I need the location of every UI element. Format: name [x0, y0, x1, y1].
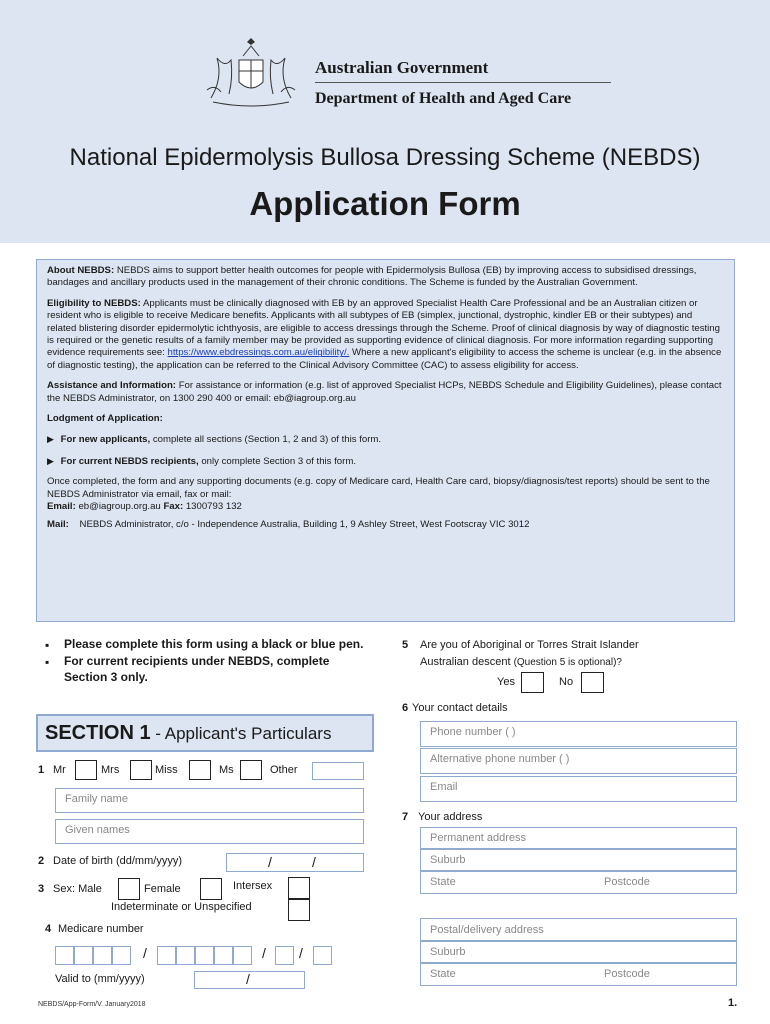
question-5-number: 5	[402, 639, 409, 651]
form-title: Application Form	[249, 185, 521, 222]
sex-intersex-label: Intersex	[233, 880, 273, 892]
sex-indeterminate-label: Indeterminate or Unspecified	[111, 901, 252, 913]
new-applicants-text: complete all sections (Section 1, 2 and 3) of this form.	[152, 434, 382, 446]
info-box	[36, 259, 735, 622]
q5-optional-note: (Question 5 is optional)?	[513, 657, 622, 668]
instruction-text: For current recipients under NEBDS, complete Section 3 only.	[64, 654, 330, 684]
eligibility-link[interactable]: https://www.ebdressings.com.au/eligibility/.	[167, 347, 350, 359]
once-completed-paragraph	[47, 476, 724, 513]
header-banner	[0, 0, 770, 243]
postal-state-postcode-row[interactable]	[420, 963, 737, 986]
sex-female-checkbox[interactable]	[200, 878, 222, 900]
q5-yes-label: Yes	[497, 676, 515, 688]
q5-no-label: No	[559, 676, 574, 688]
eligibility-text: Applicants must be clinically diagnosed with EB by an approved Specialist Health Care Professional and be an Australian citizen or resident who is eligible to receive Medicare benefits. Applicants with all subtypes of EB (simplex, junctional, dystrophic, kindler EB or their subtypes) and related blistering disorder epidermolytic ichthyosis, are eligible to access dressings through the Scheme. Proof of clinical diagnosis by way of diagnostic testing is required or the genetic results of a family member may be provided as supporting evidence of clinical diagnosis. For more information regarding supporting evidence requirements see:	[47, 297, 720, 359]
once-completed-text: Once completed, the form and any supporting documents (e.g. copy of Medicare card, Health Care card, biopsy/diagnosis/test reports) should be sent to the NEBDS Administrator via email, fax or mail:	[47, 476, 710, 500]
permanent-suburb-input[interactable]: Suburb	[420, 849, 737, 871]
state-label: State	[430, 876, 456, 888]
title-mr-checkbox[interactable]	[75, 760, 97, 780]
form-code: NEBDS/App-Form/V. January2018	[38, 1001, 146, 1008]
square-bullet-icon: ▪	[45, 638, 50, 652]
family-name-input[interactable]: Family name	[55, 788, 364, 813]
question-3-number: 3	[38, 883, 45, 895]
medicare-suffix-box[interactable]	[313, 946, 332, 965]
question-6-number: 6	[402, 702, 409, 714]
state-label: State	[430, 968, 456, 980]
eligibility-paragraph	[47, 298, 724, 372]
title-mr-label: Mr	[53, 764, 66, 776]
question-7-number: 7	[402, 811, 409, 823]
lodgment-label: Lodgment of Application:	[47, 413, 163, 425]
q6-label: Your contact details	[412, 702, 508, 714]
current-recipients-text: only complete Section 3 of this form.	[201, 455, 356, 467]
title-other-label: Other	[270, 764, 298, 776]
question-4-number: 4	[45, 923, 52, 935]
government-title-block	[315, 58, 611, 108]
sex-female-label: Female	[144, 883, 181, 895]
new-applicants-label: For new applicants,	[60, 434, 151, 446]
government-name: Australian Government	[315, 58, 611, 83]
postal-address-input[interactable]: Postal/delivery address	[420, 918, 737, 941]
email-value: eb@iagroup.org.au	[78, 501, 161, 513]
question-1-number: 1	[38, 764, 45, 776]
dob-separator: /	[312, 854, 316, 870]
dob-input[interactable]	[226, 853, 364, 872]
medicare-separator: /	[262, 945, 266, 961]
current-recipients-item	[47, 455, 724, 468]
medicare-digit-box[interactable]	[112, 946, 131, 965]
dob-separator: /	[268, 854, 272, 870]
scheme-title: National Epidermolysis Bullosa Dressing Scheme (NEBDS)	[69, 144, 701, 171]
postal-suburb-input[interactable]: Suburb	[420, 941, 737, 963]
title-miss-label: Miss	[155, 764, 178, 776]
q5-line-2	[420, 656, 622, 668]
title-miss-checkbox[interactable]	[189, 760, 211, 780]
postcode-label: Postcode	[604, 876, 650, 888]
new-applicants-item	[47, 433, 724, 446]
mail-value: NEBDS Administrator, c/o - Independence Australia, Building 1, 9 Ashley Street, West Footscray VIC 3012	[79, 518, 530, 530]
section-1-title: - Applicant's Particulars	[150, 724, 332, 743]
title-other-input[interactable]	[312, 762, 364, 780]
q5-no-checkbox[interactable]	[581, 672, 604, 693]
title-ms-label: Ms	[219, 764, 234, 776]
medicare-digit-box[interactable]	[55, 946, 74, 965]
question-2-number: 2	[38, 855, 45, 867]
valid-to-label: Valid to (mm/yyyy)	[55, 973, 145, 985]
assistance-label: Assistance and Information:	[47, 380, 177, 392]
page-number: 1.	[728, 997, 738, 1009]
instructions-list	[45, 636, 365, 686]
q5-descent-text: Australian descent	[420, 656, 511, 668]
title-mrs-checkbox[interactable]	[130, 760, 152, 780]
coat-of-arms-icon	[203, 38, 299, 110]
email-input[interactable]: Email	[420, 776, 737, 802]
medicare-label: Medicare number	[58, 923, 144, 935]
instruction-text: Please complete this form using a black or blue pen.	[64, 637, 364, 651]
medicare-digit-box[interactable]	[93, 946, 112, 965]
title-ms-checkbox[interactable]	[240, 760, 262, 780]
permanent-address-input[interactable]: Permanent address	[420, 827, 737, 849]
about-label: About NEBDS:	[47, 265, 115, 276]
about-paragraph	[47, 265, 724, 290]
fax-value: 1300793 132	[185, 501, 242, 513]
department-name: Department of Health and Aged Care	[315, 90, 572, 107]
valid-to-separator: /	[246, 971, 250, 987]
medicare-irn-box[interactable]	[275, 946, 294, 965]
about-text: NEBDS aims to support better health outcomes for people with Epidermolysis Bullosa (EB) by improving access to subsidised dressings, bandages and ancillary products used in the management of their chronic conditions. The Scheme is funded by the Australian Government.	[47, 265, 697, 289]
alt-phone-input[interactable]: Alternative phone number ( )	[420, 748, 737, 774]
dob-label: Date of birth (dd/mm/yyyy)	[53, 855, 182, 867]
mail-label: Mail:	[47, 518, 69, 530]
current-recipients-label: For current NEBDS recipients,	[60, 455, 199, 467]
lodgment-heading	[47, 413, 724, 425]
triangle-bullet-icon: ▶	[47, 455, 54, 466]
medicare-digit-box[interactable]	[233, 946, 252, 965]
eligibility-label: Eligibility to NEBDS:	[47, 297, 141, 309]
sex-intersex-checkbox[interactable]	[288, 877, 310, 899]
medicare-digit-box[interactable]	[74, 946, 93, 965]
medicare-digit-box[interactable]	[157, 946, 176, 965]
assistance-text: For assistance or information (e.g. list of approved Specialist HCPs, NEBDS Schedule and Eligibility Guidelines), please contact the NEBDS Administrator, on 1300 290 400 or email: eb@iagroup.org.au	[47, 380, 722, 404]
mail-paragraph	[47, 519, 724, 531]
medicare-separator: /	[143, 945, 147, 961]
medicare-digit-box[interactable]	[214, 946, 233, 965]
q5-yes-checkbox[interactable]	[521, 672, 544, 693]
sex-male-checkbox[interactable]	[118, 878, 140, 900]
postcode-label: Postcode	[604, 968, 650, 980]
phone-input[interactable]: Phone number ( )	[420, 721, 737, 747]
medicare-separator: /	[299, 945, 303, 961]
eligibility-text-2: Where a new applicant's eligibility to access the scheme is unclear (e.g. in the absence of diagnostic testing), the application can be referred to the Clinical Advisory Committee (CAC) to assess eligibility for access.	[47, 347, 722, 371]
email-label: Email:	[47, 501, 76, 513]
q5-line-1: Are you of Aboriginal or Torres Strait Islander	[420, 639, 639, 651]
given-names-input[interactable]: Given names	[55, 819, 364, 844]
q7-label: Your address	[418, 811, 483, 823]
medicare-digit-box[interactable]	[176, 946, 195, 965]
instruction-item	[45, 636, 365, 652]
section-1-header	[36, 714, 374, 752]
assistance-paragraph	[47, 380, 724, 405]
title-mrs-label: Mrs	[101, 764, 120, 776]
instruction-item	[45, 653, 365, 685]
permanent-state-postcode-row[interactable]	[420, 871, 737, 894]
triangle-bullet-icon: ▶	[47, 434, 54, 445]
medicare-digit-box[interactable]	[195, 946, 214, 965]
section-1-number: SECTION 1	[45, 722, 151, 744]
sex-label: Sex: Male	[53, 883, 102, 895]
fax-label: Fax:	[163, 501, 184, 513]
square-bullet-icon: ▪	[45, 655, 50, 669]
sex-indeterminate-checkbox[interactable]	[288, 899, 310, 921]
